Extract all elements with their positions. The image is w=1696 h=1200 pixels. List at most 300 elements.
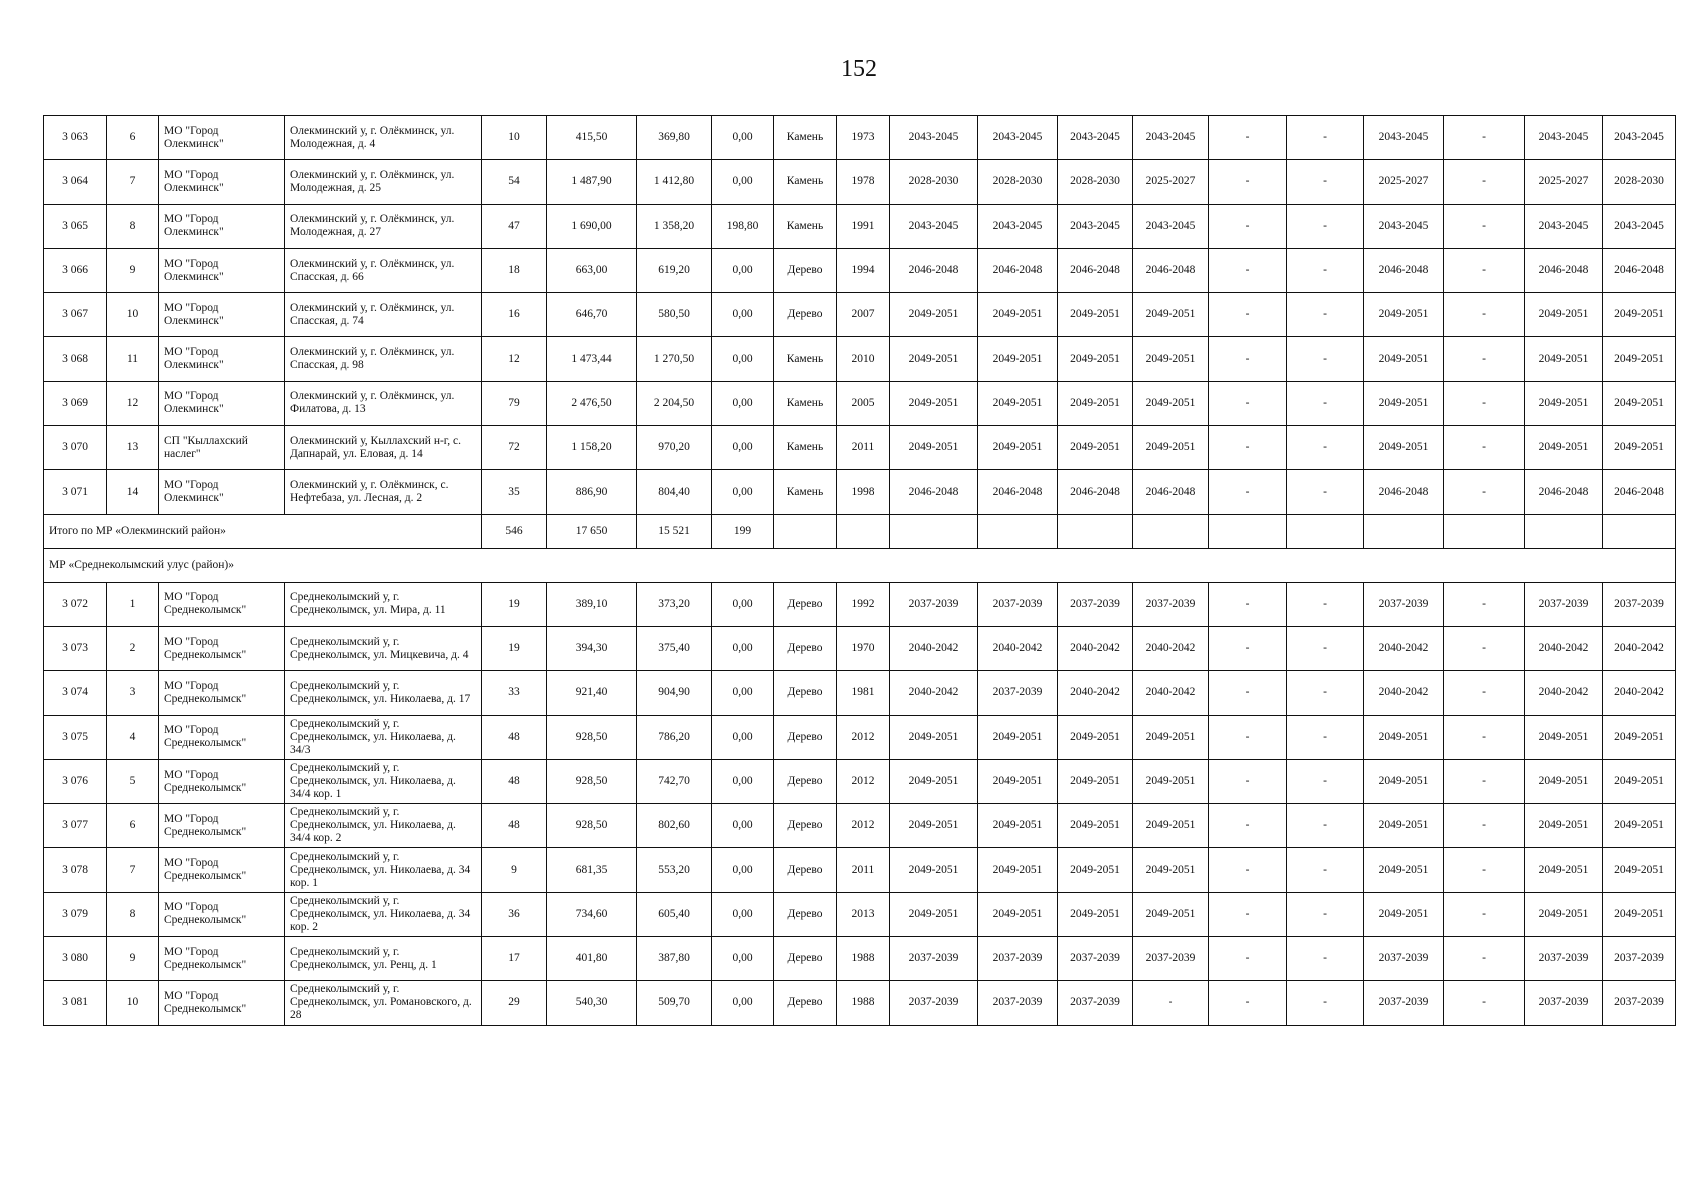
table-cell: 2037-2039 — [1133, 937, 1209, 981]
table-cell: 1988 — [837, 937, 890, 981]
table-cell: 2025-2027 — [1525, 160, 1603, 204]
table-cell: 6 — [107, 804, 159, 848]
table-cell: 2049-2051 — [1133, 337, 1209, 381]
table-cell: 2011 — [837, 426, 890, 470]
table-cell: Олекминский у, г. Олёкминск, ул. Молодежная, д. 27 — [285, 204, 482, 248]
table-body — [44, 116, 1676, 1026]
table-cell: 48 — [482, 804, 547, 848]
table-cell: Камень — [774, 116, 837, 160]
table-cell: 54 — [482, 160, 547, 204]
table-cell: - — [1287, 204, 1364, 248]
table-row — [44, 293, 1676, 337]
table-cell: 2046-2048 — [1603, 470, 1676, 514]
table-cell: 3 078 — [44, 848, 107, 892]
table-cell: Дерево — [774, 937, 837, 981]
table-cell: 9 — [107, 937, 159, 981]
table-cell: 2037-2039 — [1603, 981, 1676, 1025]
table-cell: 681,35 — [547, 848, 637, 892]
table-cell: - — [1444, 426, 1525, 470]
table-cell: 1 690,00 — [547, 204, 637, 248]
table-cell: 2040-2042 — [1058, 626, 1133, 670]
table-cell: 2028-2030 — [978, 160, 1058, 204]
table-cell: 802,60 — [637, 804, 712, 848]
table-cell: 3 070 — [44, 426, 107, 470]
table-cell: 3 067 — [44, 293, 107, 337]
table-cell: 928,50 — [547, 759, 637, 803]
table-cell: - — [1287, 582, 1364, 626]
table-cell: - — [1444, 337, 1525, 381]
table-cell: 2043-2045 — [1133, 116, 1209, 160]
table-cell: 2007 — [837, 293, 890, 337]
table-cell: Среднеколымский у, г. Среднеколымск, ул. Николаева, д. 34/4 кор. 2 — [285, 804, 482, 848]
table-cell: - — [1287, 293, 1364, 337]
table-cell: 401,80 — [547, 937, 637, 981]
table-cell: 2049-2051 — [978, 426, 1058, 470]
table-cell: 8 — [107, 204, 159, 248]
table-cell: 5 — [107, 759, 159, 803]
table-cell: 198,80 — [712, 204, 774, 248]
table-cell: - — [1287, 715, 1364, 759]
table-cell: 47 — [482, 204, 547, 248]
empty-cell — [1209, 514, 1287, 548]
table-cell: 0,00 — [712, 337, 774, 381]
table-cell: 1 487,90 — [547, 160, 637, 204]
table-cell: 17 — [482, 937, 547, 981]
table-cell: 3 074 — [44, 671, 107, 715]
table-cell: 2049-2051 — [1525, 293, 1603, 337]
table-cell: 1998 — [837, 470, 890, 514]
table-cell: 6 — [107, 116, 159, 160]
table-cell: 0,00 — [712, 804, 774, 848]
table-cell: 734,60 — [547, 892, 637, 936]
table-row — [44, 759, 1676, 803]
table-cell: Среднеколымский у, г. Среднеколымск, ул. Николаева, д. 34 кор. 1 — [285, 848, 482, 892]
table-cell: Камень — [774, 470, 837, 514]
table-cell: 33 — [482, 671, 547, 715]
table-cell: 2046-2048 — [1603, 248, 1676, 292]
table-cell: 11 — [107, 337, 159, 381]
table-cell: 1978 — [837, 160, 890, 204]
table-cell: 928,50 — [547, 715, 637, 759]
table-cell: Олекминский у, Кыллахский н-г, с. Дапнарай, ул. Еловая, д. 14 — [285, 426, 482, 470]
table-cell: 2049-2051 — [890, 848, 978, 892]
table-cell: 2037-2039 — [1525, 582, 1603, 626]
table-cell: Олекминский у, г. Олёкминск, с. Нефтебаза, ул. Лесная, д. 2 — [285, 470, 482, 514]
table-cell: 0,00 — [712, 892, 774, 936]
table-cell: 2043-2045 — [1058, 116, 1133, 160]
table-cell: 72 — [482, 426, 547, 470]
table-cell: - — [1444, 160, 1525, 204]
table-cell: 2040-2042 — [890, 671, 978, 715]
total-label: Итого по МР «Олекминский район» — [44, 514, 482, 548]
table-cell: 2037-2039 — [890, 981, 978, 1025]
total-value: 199 — [712, 514, 774, 548]
table-cell: 1991 — [837, 204, 890, 248]
table-cell: 10 — [107, 981, 159, 1025]
table-cell: 2 476,50 — [547, 381, 637, 425]
table-cell: 10 — [482, 116, 547, 160]
table-cell: - — [1287, 248, 1364, 292]
table-cell: - — [1444, 116, 1525, 160]
table-cell: 0,00 — [712, 671, 774, 715]
table-cell: 7 — [107, 160, 159, 204]
table-cell: 2046-2048 — [890, 470, 978, 514]
table-cell: 2040-2042 — [1133, 626, 1209, 670]
table-cell: 48 — [482, 715, 547, 759]
table-cell: 2049-2051 — [1525, 426, 1603, 470]
empty-cell — [837, 514, 890, 548]
table-cell: 2049-2051 — [1603, 426, 1676, 470]
total-value: 15 521 — [637, 514, 712, 548]
table-cell: 0,00 — [712, 715, 774, 759]
table-cell: - — [1444, 759, 1525, 803]
table-row — [44, 248, 1676, 292]
table-cell: - — [1209, 116, 1287, 160]
table-cell: Камень — [774, 381, 837, 425]
table-cell: 2049-2051 — [1525, 715, 1603, 759]
table-cell: 2046-2048 — [1058, 248, 1133, 292]
empty-cell — [1525, 514, 1603, 548]
table-cell: 553,20 — [637, 848, 712, 892]
table-row — [44, 804, 1676, 848]
table-cell: 2049-2051 — [1058, 892, 1133, 936]
table-cell: 2049-2051 — [1603, 715, 1676, 759]
empty-cell — [774, 514, 837, 548]
table-cell: - — [1209, 759, 1287, 803]
table-cell: МО "Город Среднеколымск" — [159, 981, 285, 1025]
table-cell: 2049-2051 — [1525, 759, 1603, 803]
table-cell: 394,30 — [547, 626, 637, 670]
table-cell: 2037-2039 — [1364, 981, 1444, 1025]
table-cell: - — [1209, 248, 1287, 292]
table-cell: 1 158,20 — [547, 426, 637, 470]
table-cell: - — [1209, 848, 1287, 892]
table-cell: МО "Город Олекминск" — [159, 381, 285, 425]
table-cell: Олекминский у, г. Олёкминск, ул. Спасская, д. 74 — [285, 293, 482, 337]
table-cell: 4 — [107, 715, 159, 759]
table-cell: 10 — [107, 293, 159, 337]
table-cell: 2037-2039 — [1058, 582, 1133, 626]
table-cell: 804,40 — [637, 470, 712, 514]
table-cell: Среднеколымский у, г. Среднеколымск, ул. Мира, д. 11 — [285, 582, 482, 626]
table-cell: 2049-2051 — [1364, 759, 1444, 803]
table-cell: 0,00 — [712, 116, 774, 160]
table-cell: МО "Город Среднеколымск" — [159, 804, 285, 848]
table-cell: 2046-2048 — [890, 248, 978, 292]
table-cell: 2046-2048 — [1525, 248, 1603, 292]
table-cell: 2040-2042 — [1525, 671, 1603, 715]
table-cell: 0,00 — [712, 759, 774, 803]
table-cell: 1 — [107, 582, 159, 626]
table-cell: 2049-2051 — [1364, 804, 1444, 848]
table-cell: 1973 — [837, 116, 890, 160]
table-cell: - — [1209, 981, 1287, 1025]
table-cell: - — [1209, 204, 1287, 248]
table-cell: 2037-2039 — [1133, 582, 1209, 626]
table-cell: МО "Город Олекминск" — [159, 160, 285, 204]
table-cell: - — [1444, 626, 1525, 670]
table-cell: 2025-2027 — [1133, 160, 1209, 204]
table-cell: 2037-2039 — [1525, 981, 1603, 1025]
table-cell: 2043-2045 — [1603, 116, 1676, 160]
table-cell: - — [1209, 337, 1287, 381]
table-cell: 2049-2051 — [890, 804, 978, 848]
table-cell: 2049-2051 — [1525, 804, 1603, 848]
table-cell: Дерево — [774, 804, 837, 848]
table-cell: 2049-2051 — [890, 426, 978, 470]
table-cell: - — [1287, 160, 1364, 204]
table-cell: МО "Город Среднеколымск" — [159, 892, 285, 936]
table-cell: - — [1444, 582, 1525, 626]
table-cell: 2049-2051 — [1603, 892, 1676, 936]
table-cell: 8 — [107, 892, 159, 936]
table-row — [44, 626, 1676, 670]
table-cell: 375,40 — [637, 626, 712, 670]
table-cell: 2049-2051 — [1133, 426, 1209, 470]
table-cell: 2043-2045 — [1364, 204, 1444, 248]
table-row — [44, 671, 1676, 715]
table-cell: 3 071 — [44, 470, 107, 514]
table-cell: - — [1133, 981, 1209, 1025]
table-row — [44, 981, 1676, 1025]
table-cell: 2049-2051 — [1603, 381, 1676, 425]
table-cell: 2005 — [837, 381, 890, 425]
table-cell: 2049-2051 — [1133, 804, 1209, 848]
table-row — [44, 715, 1676, 759]
table-cell: 13 — [107, 426, 159, 470]
table-cell: 2049-2051 — [890, 715, 978, 759]
table-cell: - — [1287, 981, 1364, 1025]
table-cell: 2049-2051 — [1603, 804, 1676, 848]
table-cell: 2 204,50 — [637, 381, 712, 425]
table-cell: 2049-2051 — [1133, 848, 1209, 892]
table-cell: 2012 — [837, 804, 890, 848]
table-cell: - — [1287, 337, 1364, 381]
table-cell: 3 066 — [44, 248, 107, 292]
table-cell: 2049-2051 — [1364, 892, 1444, 936]
table-cell: 2049-2051 — [978, 892, 1058, 936]
section-header-row — [44, 548, 1676, 582]
table-cell: - — [1444, 848, 1525, 892]
table-cell: 0,00 — [712, 381, 774, 425]
table-cell: 2040-2042 — [1603, 626, 1676, 670]
total-row — [44, 514, 1676, 548]
table-cell: Дерево — [774, 293, 837, 337]
table-cell: 3 072 — [44, 582, 107, 626]
table-cell: 2049-2051 — [1603, 337, 1676, 381]
table-cell: 2049-2051 — [1364, 293, 1444, 337]
table-cell: 14 — [107, 470, 159, 514]
table-cell: 2049-2051 — [978, 804, 1058, 848]
table-cell: 2046-2048 — [1364, 248, 1444, 292]
page-number: 152 — [841, 56, 877, 82]
table-cell: 0,00 — [712, 248, 774, 292]
table-cell: Среднеколымский у, г. Среднеколымск, ул. Николаева, д. 34/4 кор. 1 — [285, 759, 482, 803]
table-cell: 2049-2051 — [1133, 892, 1209, 936]
table-row — [44, 848, 1676, 892]
table-cell: 2012 — [837, 715, 890, 759]
table-cell: 0,00 — [712, 426, 774, 470]
table-cell: 2046-2048 — [1525, 470, 1603, 514]
table-cell: 7 — [107, 848, 159, 892]
table-cell: 3 077 — [44, 804, 107, 848]
empty-cell — [1058, 514, 1133, 548]
table-row — [44, 381, 1676, 425]
table-cell: 2037-2039 — [890, 582, 978, 626]
table-cell: Дерево — [774, 582, 837, 626]
table-cell: 2043-2045 — [978, 204, 1058, 248]
table-cell: 2011 — [837, 848, 890, 892]
table-cell: Дерево — [774, 248, 837, 292]
table-cell: 2037-2039 — [890, 937, 978, 981]
table-cell: Среднеколымский у, г. Среднеколымск, ул. Николаева, д. 17 — [285, 671, 482, 715]
table-cell: МО "Город Среднеколымск" — [159, 715, 285, 759]
table-cell: - — [1444, 804, 1525, 848]
table-row — [44, 937, 1676, 981]
table-row — [44, 204, 1676, 248]
table-cell: 36 — [482, 892, 547, 936]
table-cell: 2046-2048 — [1133, 248, 1209, 292]
table-cell: 2040-2042 — [1133, 671, 1209, 715]
table-cell: МО "Город Олекминск" — [159, 204, 285, 248]
table-cell: 921,40 — [547, 671, 637, 715]
table-cell: МО "Город Среднеколымск" — [159, 937, 285, 981]
table-cell: 2049-2051 — [1058, 337, 1133, 381]
table-cell: - — [1287, 381, 1364, 425]
table-cell: 3 065 — [44, 204, 107, 248]
table-cell: 2037-2039 — [1525, 937, 1603, 981]
table-cell: МО "Город Олекминск" — [159, 337, 285, 381]
table-cell: 2037-2039 — [1603, 582, 1676, 626]
table-cell: Олекминский у, г. Олёкминск, ул. Филатова, д. 13 — [285, 381, 482, 425]
table-cell: 2049-2051 — [1525, 337, 1603, 381]
table-cell: 2049-2051 — [890, 381, 978, 425]
table-cell: МО "Город Олекминск" — [159, 116, 285, 160]
table-cell: 605,40 — [637, 892, 712, 936]
table-cell: Среднеколымский у, г. Среднеколымск, ул. Мицкевича, д. 4 — [285, 626, 482, 670]
table-cell: 2049-2051 — [1133, 715, 1209, 759]
empty-cell — [1364, 514, 1444, 548]
table-cell: - — [1444, 937, 1525, 981]
table-cell: Дерево — [774, 848, 837, 892]
table-cell: 29 — [482, 981, 547, 1025]
table-cell: 3 063 — [44, 116, 107, 160]
table-cell: 2043-2045 — [890, 116, 978, 160]
table-cell: - — [1209, 381, 1287, 425]
table-cell: 2049-2051 — [978, 337, 1058, 381]
table-cell: - — [1287, 426, 1364, 470]
table-cell: Среднеколымский у, г. Среднеколымск, ул. Николаева, д. 34/3 — [285, 715, 482, 759]
table-cell: 2049-2051 — [1058, 759, 1133, 803]
table-cell: 3 075 — [44, 715, 107, 759]
table-cell: 12 — [107, 381, 159, 425]
table-cell: - — [1209, 470, 1287, 514]
table-cell: 0,00 — [712, 160, 774, 204]
table-cell: - — [1444, 204, 1525, 248]
table-row — [44, 337, 1676, 381]
table-cell: Среднеколымский у, г. Среднеколымск, ул. Романовского, д. 28 — [285, 981, 482, 1025]
table-cell: Камень — [774, 204, 837, 248]
table-cell: - — [1287, 804, 1364, 848]
table-cell: 1994 — [837, 248, 890, 292]
table-cell: 2046-2048 — [978, 248, 1058, 292]
table-cell: 1988 — [837, 981, 890, 1025]
table-cell: 2049-2051 — [890, 759, 978, 803]
table-cell: - — [1444, 671, 1525, 715]
total-value: 546 — [482, 514, 547, 548]
table-cell: 509,70 — [637, 981, 712, 1025]
table-cell: 2037-2039 — [978, 671, 1058, 715]
table-cell: 2037-2039 — [1058, 937, 1133, 981]
table-cell: 16 — [482, 293, 547, 337]
table-cell: - — [1209, 892, 1287, 936]
table-cell: МО "Город Олекминск" — [159, 470, 285, 514]
table-cell: 389,10 — [547, 582, 637, 626]
table-cell: 369,80 — [637, 116, 712, 160]
table-cell: 19 — [482, 582, 547, 626]
table-cell: - — [1444, 981, 1525, 1025]
table-cell: СП "Кыллахский наслег" — [159, 426, 285, 470]
table-cell: 2049-2051 — [978, 381, 1058, 425]
table-cell: 2043-2045 — [1525, 204, 1603, 248]
table-cell: 2049-2051 — [1058, 381, 1133, 425]
empty-cell — [1444, 514, 1525, 548]
table-cell: 2049-2051 — [1525, 892, 1603, 936]
table-cell: 2037-2039 — [1364, 582, 1444, 626]
table-cell: 2 — [107, 626, 159, 670]
table-cell: 2040-2042 — [978, 626, 1058, 670]
table-cell: 2043-2045 — [890, 204, 978, 248]
table-cell: 886,90 — [547, 470, 637, 514]
table-cell: - — [1287, 892, 1364, 936]
table-cell: 742,70 — [637, 759, 712, 803]
table-cell: Камень — [774, 426, 837, 470]
table-cell: 3 069 — [44, 381, 107, 425]
table-cell: 1 358,20 — [637, 204, 712, 248]
empty-cell — [978, 514, 1058, 548]
table-cell: 373,20 — [637, 582, 712, 626]
table-cell: МО "Город Среднеколымск" — [159, 626, 285, 670]
table-cell: - — [1209, 671, 1287, 715]
table-cell: 1 473,44 — [547, 337, 637, 381]
table-row — [44, 582, 1676, 626]
table-cell: 1992 — [837, 582, 890, 626]
table-cell: 2040-2042 — [1364, 626, 1444, 670]
table-cell: 387,80 — [637, 937, 712, 981]
table-cell: 786,20 — [637, 715, 712, 759]
table-cell: Дерево — [774, 715, 837, 759]
table-cell: 2028-2030 — [1603, 160, 1676, 204]
table-cell: 2049-2051 — [1058, 804, 1133, 848]
table-cell: 1 270,50 — [637, 337, 712, 381]
table-cell: - — [1287, 759, 1364, 803]
table-cell: - — [1444, 248, 1525, 292]
table-cell: 1970 — [837, 626, 890, 670]
table-cell: 2049-2051 — [1364, 426, 1444, 470]
table-row — [44, 892, 1676, 936]
table-cell: МО "Город Среднеколымск" — [159, 671, 285, 715]
table-cell: 2049-2051 — [1603, 759, 1676, 803]
table-cell: 2049-2051 — [1058, 715, 1133, 759]
table-cell: 2049-2051 — [1364, 848, 1444, 892]
table-cell: 2040-2042 — [1364, 671, 1444, 715]
empty-cell — [1287, 514, 1364, 548]
table-cell: 2049-2051 — [1133, 759, 1209, 803]
table-cell: 2049-2051 — [978, 715, 1058, 759]
table-cell: 2049-2051 — [1603, 848, 1676, 892]
table-cell: 2046-2048 — [978, 470, 1058, 514]
table-cell: 2049-2051 — [1364, 337, 1444, 381]
